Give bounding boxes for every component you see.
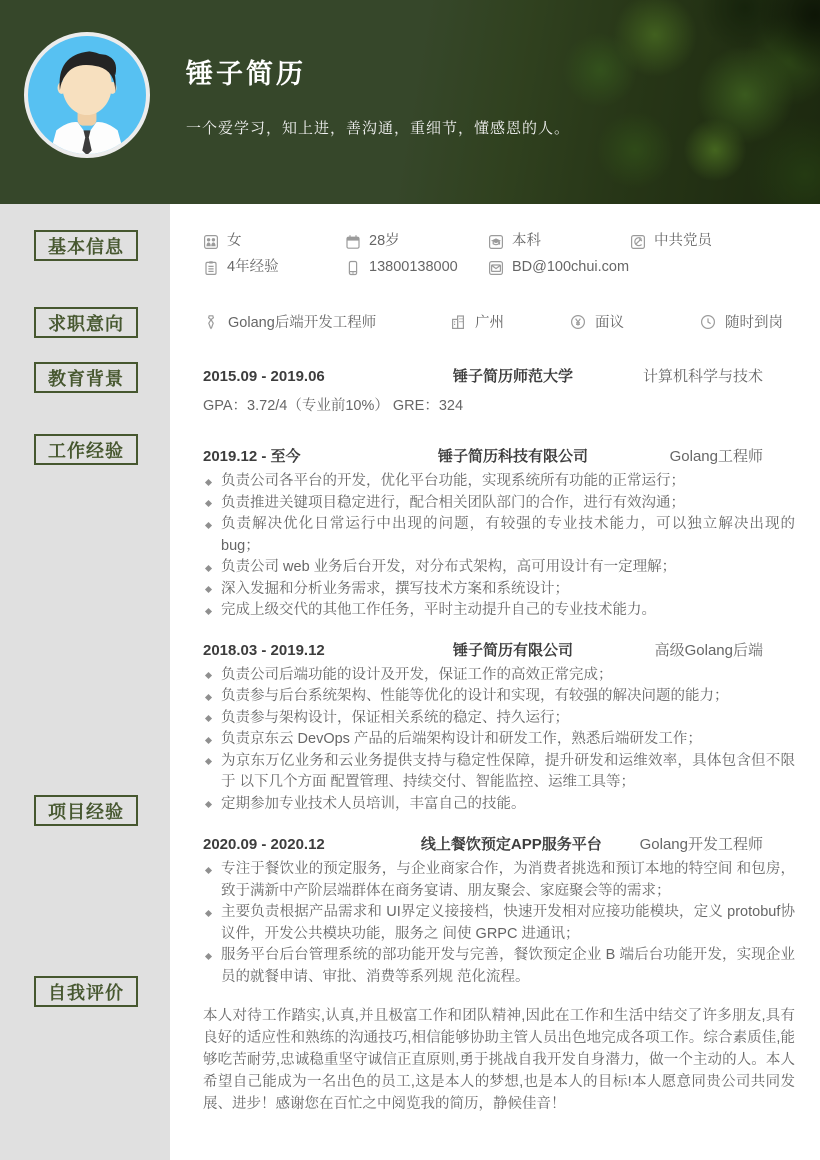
intent-value: 广州 (475, 315, 504, 331)
bullet-text: 负责解决优化日常运行中出现的问题，有较强的专业技术能力，可以独立解决出现的 bug； (221, 516, 795, 554)
bullet-icon (205, 478, 212, 485)
project-heading (203, 833, 795, 854)
bullet-icon (205, 564, 212, 571)
sidebar-item-education: 教育背景 (34, 362, 138, 393)
list-item (203, 471, 795, 493)
bullet-icon (205, 672, 212, 679)
salary-icon (570, 314, 586, 330)
list-item (203, 945, 795, 988)
intent-item-city (450, 311, 570, 332)
bullet-text: 负责推进关键项目稳定进行，配合相关团队部门的合作，进行有效沟通； (221, 494, 685, 511)
education-detail: GPA：3.72/4（专业前10%） GRE：324 (203, 398, 464, 414)
bullet-icon (205, 586, 212, 593)
list-item (203, 794, 795, 816)
work-period: 2019.12 - 至今 (203, 448, 301, 465)
work-heading (203, 445, 795, 466)
bullet-text: 定期参加专业技术人员培训，丰富自己的技能。 (221, 795, 526, 812)
work-bullet-list (203, 471, 795, 622)
bullet-icon (205, 521, 212, 528)
info-value: BD@100chui.com (512, 259, 630, 275)
bullet-icon (205, 693, 212, 700)
list-item (203, 600, 795, 622)
info-value: 4年经验 (227, 259, 279, 275)
work-experience-2 (203, 639, 795, 816)
tie-icon (203, 314, 219, 330)
work-position: 高级Golang后端 (654, 641, 763, 659)
work-experience-1 (203, 445, 795, 622)
info-item-degree (488, 232, 630, 251)
header-banner (0, 0, 820, 204)
info-value: 13800138000 (369, 259, 458, 275)
intent-item-salary (570, 311, 700, 332)
basic-info-grid (203, 232, 795, 277)
work-company: 锤子简历科技有限公司 (437, 448, 588, 465)
bullet-icon (205, 715, 212, 722)
info-item-experience (203, 258, 345, 277)
bullet-text: 主要负责根据产品需求和 UI界定义接接档，快速开发相对应接功能模块，定义 protobuf协议件，开发公共模块功能，服务之 间使 GRPC 进通讯； (221, 904, 795, 942)
list-item (203, 902, 795, 945)
bullet-text: 负责公司各平台的开发，优化平台功能，实现系统所有功能的正常运行； (221, 473, 685, 489)
list-item (203, 729, 795, 751)
bullet-icon (205, 909, 212, 916)
bullet-icon (205, 758, 212, 765)
party-icon (630, 234, 646, 250)
building-icon (450, 314, 466, 330)
sidebar-item-basic-info: 基本信息 (34, 230, 138, 261)
sidebar-item-job-intent: 求职意向 (34, 307, 138, 338)
main-content (170, 204, 820, 1160)
work-heading (203, 639, 795, 660)
bullet-icon (205, 866, 212, 873)
list-item (203, 686, 795, 708)
info-item-age (345, 232, 488, 251)
work-company: 锤子简历有限公司 (452, 641, 573, 659)
info-value: 中共党员 (654, 233, 712, 249)
sidebar (0, 204, 170, 1160)
education-major: 计算机科学与技术 (642, 368, 763, 385)
bullet-text: 负责公司 web 业务后台开发，对分布式架构，高可用设计有一定理解； (221, 559, 677, 575)
list-item (203, 665, 795, 687)
bullet-text: 负责公司后端功能的设计及开发，保证工作的高效正常完成； (221, 666, 613, 683)
page-title: 锤子简历 (186, 59, 306, 89)
bullet-icon (205, 801, 212, 808)
intent-value: 随时到岗 (725, 315, 783, 331)
intent-item-position (203, 311, 450, 332)
header-subtitle: 一个爱学习，知上进，善沟通，重细节，懂感恩的人。 (186, 120, 571, 137)
bullet-text: 深入发掘和分析业务需求，撰写技术方案和系统设计； (221, 580, 569, 597)
intent-value: 面议 (595, 315, 624, 331)
project-period: 2020.09 - 2020.12 (203, 836, 325, 853)
info-value: 28岁 (369, 233, 400, 249)
project-name: 线上餐饮预定APP服务平台 (420, 836, 602, 853)
education-heading (203, 365, 795, 386)
bullet-text: 负责京东云 DevOps 产品的后端架构设计和研发工作，熟悉后端研发工作； (221, 731, 702, 747)
age-icon (345, 234, 361, 250)
project-experience-1 (203, 833, 795, 988)
bullet-text: 为京东万亿业务和云业务提供支持与稳定性保障，提升研发和运维效率，具体包含但不限于 以下几个方面 配置管理、持续交付、智能监控、运维工具等； (221, 752, 795, 790)
info-item-email (488, 258, 630, 277)
list-item (203, 708, 795, 730)
bullet-icon (205, 607, 212, 614)
bullet-text: 负责参与后台系统架构、性能等优化的设计和实现，有较强的解决问题的能力； (221, 688, 729, 704)
work-position: Golang工程师 (669, 448, 763, 465)
list-item (203, 579, 795, 601)
list-item (203, 514, 795, 557)
job-intention-row (203, 311, 795, 332)
work-period: 2018.03 - 2019.12 (203, 641, 325, 659)
bullet-icon (205, 736, 212, 743)
bullet-text: 完成上级交代的其他工作任务，平时主动提升自己的专业技术能力。 (221, 602, 656, 618)
education-period: 2015.09 - 2019.06 (203, 368, 325, 385)
work-bullet-list (203, 665, 795, 816)
avatar-person-icon (28, 36, 146, 154)
education-school: 锤子简历师范大学 (452, 368, 573, 385)
sidebar-item-work-exp: 工作经验 (34, 434, 138, 465)
project-position: Golang开发工程师 (639, 836, 763, 853)
self-evaluation-text: 本人对待工作踏实,认真,并且极富工作和团队精神,因此在工作和生活中结交了许多朋友,具有良好的适应性和熟练的沟通技巧,相信能够协助主管人员出色地完成各项工作。综合素质佳,能够吃苦耐劳,忠诚稳重坚守诚信正直原则,勇于挑战自我开发自身潜力，做一个主动的人。本人希望自己能成为一名出色的员工,这是本人的梦想,也是本人的目标!本人愿意同贵公司共同发展、进步！感谢您在百忙之中阅览我的简历，静候佳音！ (203, 1008, 795, 1112)
bullet-icon (205, 952, 212, 959)
gender-icon (203, 234, 219, 250)
sidebar-item-project-exp: 项目经验 (34, 795, 138, 826)
bullet-icon (205, 500, 212, 507)
info-value: 女 (227, 233, 242, 249)
avatar (24, 32, 150, 158)
list-item (203, 557, 795, 579)
bullet-text: 负责参与架构设计，保证相关系统的稳定、持久运行； (221, 709, 569, 726)
info-item-party (630, 232, 795, 251)
phone-icon (345, 260, 361, 276)
email-icon (488, 260, 504, 276)
intent-item-availability (700, 311, 783, 332)
info-item-gender (203, 232, 345, 251)
intent-value: Golang后端开发工程师 (228, 315, 377, 331)
list-item (203, 493, 795, 515)
education-section (203, 365, 795, 415)
bullet-text: 服务平台后台管理系统的部功能开发与完善，餐饮预定企业 B 端后台功能开发，实现企业员的就餐申请、审批、消费等系列规 范化流程。 (221, 947, 795, 985)
degree-icon (488, 234, 504, 250)
list-item (203, 751, 795, 794)
bullet-text: 专注于餐饮业的预定服务，与企业商家合作，为消费者挑选和预订本地的特空间 和包房，致于满新中产阶层端群体在商务宴请、朋友聚会、家庭聚会等的需求； (221, 861, 795, 899)
clock-icon (700, 314, 716, 330)
sidebar-item-self-eval: 自我评价 (34, 976, 138, 1007)
experience-icon (203, 260, 219, 276)
project-bullet-list (203, 859, 795, 988)
list-item (203, 859, 795, 902)
info-value: 本科 (512, 233, 541, 249)
info-item-phone (345, 258, 488, 277)
